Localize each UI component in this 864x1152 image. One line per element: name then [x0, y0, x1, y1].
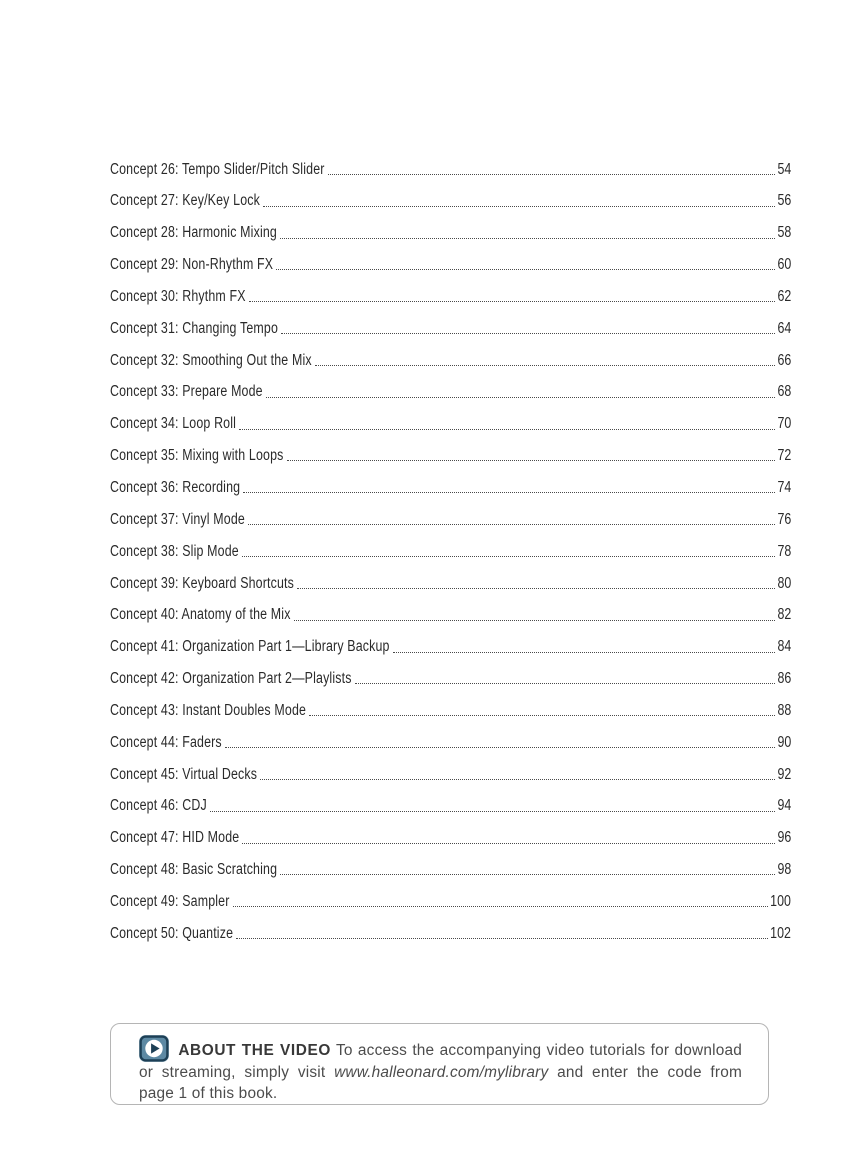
dot-leader	[236, 938, 768, 939]
dot-leader	[243, 492, 775, 493]
toc-entry-page-number: 94	[777, 797, 791, 815]
toc-entry-title: Concept 41: Organization Part 1—Library Backup	[110, 638, 390, 656]
toc-entry-page-number: 72	[777, 447, 791, 465]
toc-entry-title: Concept 45: Virtual Decks	[110, 765, 258, 783]
toc-entry-page-number: 68	[777, 383, 791, 401]
toc-entry-title: Concept 31: Changing Tempo	[110, 319, 278, 337]
toc-entry-page-number: 84	[777, 638, 791, 656]
video-play-icon	[139, 1035, 169, 1062]
dot-leader	[248, 524, 775, 525]
toc-entry-row	[110, 401, 791, 433]
toc-entry-page-number: 82	[777, 606, 791, 624]
toc-entry-row	[110, 847, 791, 879]
about-video-text	[139, 1035, 742, 1104]
dot-leader	[281, 333, 775, 334]
toc-entry-title: Concept 27: Key/Key Lock	[110, 192, 260, 210]
about-video-body-after-link: and enter the code from page 1 of this book.	[139, 1064, 742, 1102]
dot-leader	[233, 906, 769, 907]
toc-entry-page-number: 80	[777, 574, 791, 592]
table-of-contents	[110, 146, 791, 942]
toc-entry-page-number: 92	[777, 765, 791, 783]
toc-entry-page-number: 88	[777, 701, 791, 719]
toc-entry-title: Concept 37: Vinyl Mode	[110, 510, 245, 528]
toc-entry-page-number: 90	[777, 733, 791, 751]
dot-leader	[276, 269, 775, 270]
toc-entry-row	[110, 433, 791, 465]
toc-entry-title: Concept 28: Harmonic Mixing	[110, 224, 277, 242]
toc-entry-title: Concept 34: Loop Roll	[110, 415, 237, 433]
toc-entry-title: Concept 44: Faders	[110, 733, 222, 751]
dot-leader	[210, 811, 775, 812]
toc-entry-title: Concept 40: Anatomy of the Mix	[110, 606, 291, 624]
toc-entry-row	[110, 464, 791, 496]
dot-leader	[294, 620, 776, 621]
toc-entry-page-number: 66	[777, 351, 791, 369]
toc-entry-row	[110, 369, 791, 401]
toc-entry-row	[110, 656, 791, 688]
dot-leader	[315, 365, 775, 366]
toc-entry-row	[110, 783, 791, 815]
toc-entry-page-number: 102	[770, 924, 791, 942]
toc-entry-title: Concept 38: Slip Mode	[110, 542, 239, 560]
toc-entry-page-number: 86	[777, 670, 791, 688]
toc-entry-title: Concept 33: Prepare Mode	[110, 383, 263, 401]
toc-entry-row	[110, 751, 791, 783]
toc-entry-title: Concept 50: Quantize	[110, 924, 234, 942]
toc-entry-page-number: 76	[777, 510, 791, 528]
dot-leader	[297, 588, 775, 589]
about-video-box	[110, 1023, 769, 1105]
toc-entry-page-number: 100	[770, 892, 791, 910]
dot-leader	[280, 874, 775, 875]
toc-entry-row	[110, 560, 791, 592]
dot-leader	[249, 301, 776, 302]
toc-entry-row	[110, 337, 791, 369]
toc-entry-row	[110, 273, 791, 305]
toc-entry-row	[110, 592, 791, 624]
toc-entry-title: Concept 35: Mixing with Loops	[110, 447, 284, 465]
about-video-body-before-link: To access the accompanying video tutorials for download or streaming, simply visit	[139, 1042, 742, 1081]
toc-entry-page-number: 56	[777, 192, 791, 210]
toc-entry-title: Concept 49: Sampler	[110, 892, 230, 910]
dot-leader	[393, 652, 776, 653]
toc-entry-page-number: 54	[777, 160, 791, 178]
toc-entry-title: Concept 42: Organization Part 2—Playlists	[110, 670, 352, 688]
toc-entry-title: Concept 43: Instant Doubles Mode	[110, 701, 307, 719]
dot-leader	[239, 429, 775, 430]
mylibrary-url: www.halleonard.com/mylibrary	[334, 1064, 549, 1081]
dot-leader	[355, 683, 776, 684]
toc-entry-row	[110, 687, 791, 719]
dot-leader	[260, 779, 775, 780]
toc-entry-row	[110, 719, 791, 751]
toc-entry-page-number: 62	[777, 287, 791, 305]
dot-leader	[287, 460, 776, 461]
dot-leader	[242, 556, 775, 557]
about-video-heading: ABOUT THE VIDEO	[178, 1042, 331, 1059]
toc-entry-page-number: 96	[777, 829, 791, 847]
toc-entry-page-number: 58	[777, 224, 791, 242]
toc-entry-row	[110, 146, 791, 178]
toc-entry-row	[110, 178, 791, 210]
toc-entry-row	[110, 528, 791, 560]
toc-entry-row	[110, 305, 791, 337]
toc-entry-title: Concept 30: Rhythm FX	[110, 287, 246, 305]
dot-leader	[263, 206, 775, 207]
toc-entry-title: Concept 48: Basic Scratching	[110, 861, 278, 879]
dot-leader	[309, 715, 775, 716]
toc-entry-title: Concept 47: HID Mode	[110, 829, 240, 847]
toc-entry-row	[110, 496, 791, 528]
dot-leader	[242, 843, 775, 844]
dot-leader	[280, 238, 775, 239]
dot-leader	[266, 397, 775, 398]
toc-entry-row	[110, 878, 791, 910]
toc-entry-page-number: 98	[777, 861, 791, 879]
toc-entry-title: Concept 39: Keyboard Shortcuts	[110, 574, 295, 592]
toc-entry-row	[110, 210, 791, 242]
toc-entry-row	[110, 242, 791, 274]
toc-entry-page-number: 70	[777, 415, 791, 433]
toc-entry-page-number: 78	[777, 542, 791, 560]
toc-entry-title: Concept 32: Smoothing Out the Mix	[110, 351, 312, 369]
toc-entry-title: Concept 36: Recording	[110, 479, 241, 497]
dot-leader	[328, 174, 776, 175]
toc-entry-row	[110, 910, 791, 942]
toc-entry-row	[110, 624, 791, 656]
toc-entry-title: Concept 26: Tempo Slider/Pitch Slider	[110, 160, 325, 178]
toc-entry-page-number: 74	[777, 479, 791, 497]
toc-entry-title: Concept 29: Non-Rhythm FX	[110, 256, 274, 274]
toc-entry-page-number: 60	[777, 256, 791, 274]
toc-entry-title: Concept 46: CDJ	[110, 797, 207, 815]
toc-entry-row	[110, 815, 791, 847]
dot-leader	[225, 747, 775, 748]
toc-entry-page-number: 64	[777, 319, 791, 337]
